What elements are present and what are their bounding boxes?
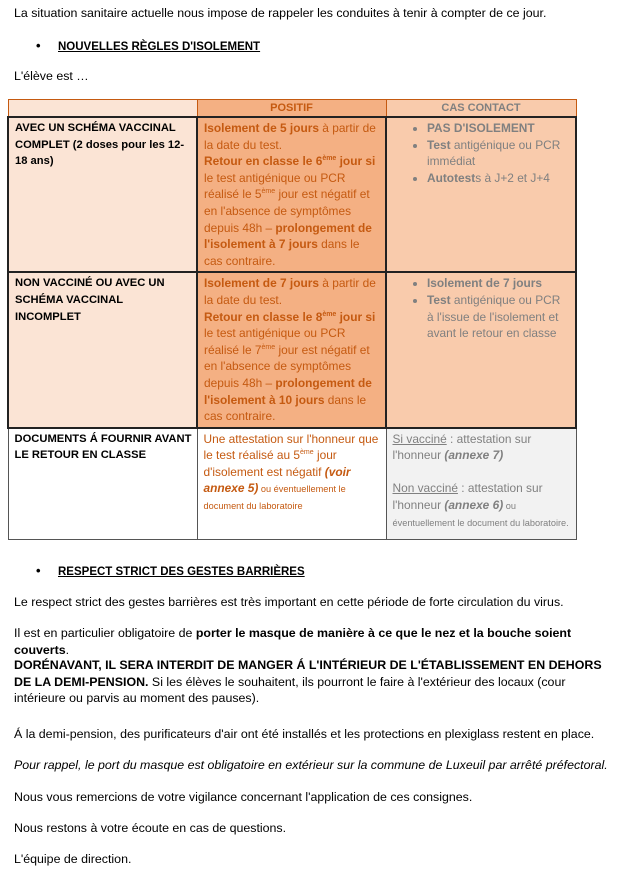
documents-cas-contact-cell: Si vacciné : attestation sur l'honneur (annexe 7) Non vacciné : attestation sur l'honneur (annexe 6) ou éventuellement le document du laboratoire. xyxy=(386,428,576,540)
mask-paragraph: Il est en particulier obligatoire de porter le masque de manière à ce que le nez et la bouche soient couverts. xyxy=(14,626,572,657)
header-empty-cell xyxy=(8,100,197,118)
positif-unvaccinated-cell: Isolement de 7 jours à partir de la date du test. Retour en classe le 8ème jour si le test antigénique ou PCR réalisé le 7ème jour est négatif et en l'absence de symptômes depuis 48h – prolongement de l'isolement à 10 jours dans le cas contraire. xyxy=(197,272,386,427)
canteen-paragraph: Á la demi-pension, des purificateurs d'air ont été installés et les protections en plexiglass restent en place. xyxy=(14,727,595,741)
row-label-unvaccinated: NON VACCINÉ OU AVEC UN SCHÉMA VACCINAL INCOMPLET xyxy=(8,272,197,427)
eleve-label: L'élève est … xyxy=(14,69,89,83)
barrier-paragraph: Le respect strict des gestes barrières est très important en cette période de forte circulation du virus. xyxy=(14,595,564,609)
section-isolation-title: NOUVELLES RÈGLES D'ISOLEMENT xyxy=(58,41,261,53)
header-positif: POSITIF xyxy=(197,100,386,118)
table-row-documents xyxy=(8,428,576,540)
list-item: • Autotests à J+2 et J+4 xyxy=(427,170,570,187)
positif-vaccinated-cell: Isolement de 5 jours à partir de la date du test. Retour en classe le 6ème jour si le test antigénique ou PCR réalisé le 5ème jour est négatif et en l'absence de symptômes depuis 48h – prolongement de l'isolement à 7 jours dans le cas contraire. xyxy=(197,117,386,272)
section-isolation-heading xyxy=(36,38,260,53)
signature-text: L'équipe de direction. xyxy=(14,852,132,866)
row-label-vaccinated: AVEC UN SCHÉMA VACCINAL COMPLET (2 doses pour les 12-18 ans) xyxy=(8,117,197,272)
section-barrier-heading xyxy=(36,563,305,578)
list-item: • Isolement de 7 jours xyxy=(427,275,570,292)
table-row-vaccinated xyxy=(8,117,576,272)
intro-text: La situation sanitaire actuelle nous impose de rappeler les conduites à tenir à compter de ce jour. xyxy=(14,6,547,20)
cas-contact-unvaccinated-cell xyxy=(386,272,576,427)
list-item: • Test antigénique ou PCR immédiat xyxy=(427,137,570,170)
isolation-table xyxy=(7,99,577,540)
list-item: • Test antigénique ou PCR à l'issue de l'isolement et avant le retour en classe xyxy=(427,292,570,342)
thanks-paragraph: Nous vous remercions de votre vigilance concernant l'application de ces consignes. xyxy=(14,790,473,804)
section-barrier-title: RESPECT STRICT DES GESTES BARRIÈRES xyxy=(58,566,305,578)
documents-positif-cell: Une attestation sur l'honneur que le test réalisé au 5ème jour d'isolement est négatif (voir annexe 5) ou éventuellement le document du laboratoire xyxy=(197,428,386,540)
outdoor-mask-paragraph: Pour rappel, le port du masque est obligatoire en extérieur sur la commune de Luxeuil par arrêté préfectoral. xyxy=(14,758,608,772)
list-item: • PAS D'ISOLEMENT xyxy=(427,120,570,137)
listening-paragraph: Nous restons à votre écoute en cas de questions. xyxy=(14,821,287,835)
bullet-icon: • xyxy=(36,38,41,53)
table-row-unvaccinated xyxy=(8,272,576,427)
table-header-row xyxy=(8,100,576,118)
bullet-icon: • xyxy=(36,563,41,578)
header-cas-contact: CAS CONTACT xyxy=(386,100,576,118)
cas-contact-vaccinated-cell xyxy=(386,117,576,272)
row-label-documents: DOCUMENTS Á FOURNIR AVANT LE RETOUR EN CLASSE xyxy=(8,428,197,540)
eating-paragraph: DORÉNAVANT, IL SERA INTERDIT DE MANGER Á L'INTÉRIEUR DE L'ÉTABLISSEMENT EN DEHORS DE LA DEMI-PENSION. Si les élèves le souhaitent, ils pourront le faire à l'extérieur des locaux (cour intérieure ou parvis au moment des pauses). xyxy=(14,658,602,705)
